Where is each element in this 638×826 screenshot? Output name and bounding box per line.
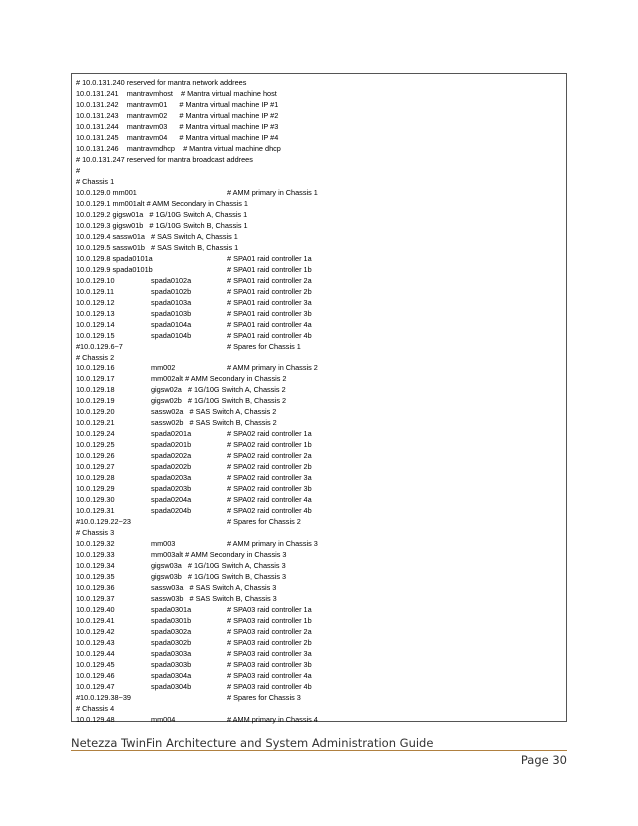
- listing-cell: 10.0.129.31: [76, 506, 115, 516]
- listing-cell: 10.0.129.44: [76, 648, 115, 658]
- listing-cell: # SPA02 raid controller 1a: [227, 429, 312, 439]
- listing-cell: 10.0.129.13: [76, 308, 115, 318]
- listing-cell: 10.0.129.9 spada0101b: [76, 264, 153, 274]
- listing-cell: 10.0.129.14: [76, 319, 115, 329]
- listing-cell: 10.0.129.34: [76, 561, 115, 571]
- listing-cell: spada0303b: [151, 659, 192, 669]
- listing-cell: 10.0.129.42: [76, 627, 115, 636]
- listing-cell: 10.0.129.45: [76, 659, 115, 669]
- listing-cell: # SPA01 raid controller 2b: [227, 286, 312, 296]
- listing-cell: spada0302a: [151, 627, 192, 636]
- listing-cell: 10.0.129.4 sassw01a # SAS Switch A, Chassis 1: [76, 231, 238, 241]
- listing-cell: # SPA03 raid controller 2b: [227, 637, 312, 647]
- listing-cell: 10.0.131.244 mantravm03 # Mantra virtual machine IP #3: [76, 121, 279, 131]
- listing-cell: spada0304a: [151, 670, 192, 680]
- listing-cell: # SPA01 raid controller 3a: [227, 297, 312, 307]
- listing-cell: 10.0.129.46: [76, 670, 115, 680]
- listing-cell: spada0303a: [151, 648, 192, 658]
- listing-cell: 10.0.129.37: [76, 594, 115, 604]
- listing-cell: 10.0.129.41: [76, 616, 115, 626]
- listing-cell: spada0202a: [151, 451, 192, 461]
- listing-cell: # Chassis 1: [76, 176, 115, 186]
- listing-cell: spada0304b: [151, 681, 192, 691]
- listing-cell: 10.0.129.18: [76, 385, 115, 395]
- listing-cell: # SPA03 raid controller 4b: [227, 681, 312, 691]
- listing-cell: 10.0.129.27: [76, 462, 115, 472]
- listing-cell: 10.0.129.20: [76, 407, 115, 417]
- listing-cell: # SPA02 raid controller 1b: [227, 440, 312, 450]
- listing-cell: spada0203b: [151, 484, 192, 494]
- listing-cell: # AMM primary in Chassis 1: [227, 187, 318, 197]
- listing-cell: spada0301a: [151, 605, 192, 615]
- listing-cell: 10.0.129.12: [76, 297, 115, 307]
- listing-cell: # SPA01 raid controller 4a: [227, 319, 312, 329]
- listing-cell: gigsw03b # 1G/10G Switch B, Chassis 3: [151, 572, 287, 582]
- listing-cell: # SPA02 raid controller 2b: [227, 462, 312, 472]
- footer-rule: [71, 750, 567, 751]
- listing-cell: spada0204a: [151, 495, 192, 505]
- listing-cell: 10.0.129.3 gigsw01b # 1G/10G Switch B, Chassis 1: [76, 220, 248, 230]
- listing-cell: # SPA02 raid controller 2a: [227, 451, 312, 461]
- listing-cell: #10.0.129.6~7: [76, 341, 123, 351]
- listing-cell: # SPA01 raid controller 2a: [227, 275, 312, 285]
- listing-cell: 10.0.129.8 spada0101a: [76, 253, 153, 263]
- listing-cell: 10.0.131.243 mantravm02 # Mantra virtual machine IP #2: [76, 110, 279, 120]
- listing-cell: # SPA01 raid controller 4b: [227, 330, 312, 340]
- listing-cell: 10.0.129.29: [76, 484, 115, 494]
- listing-cell: # SPA01 raid controller 1a: [227, 253, 312, 263]
- listing-cell: spada0104a: [151, 319, 192, 329]
- listing-cell: 10.0.129.24: [76, 429, 115, 439]
- listing-cell: spada0104b: [151, 330, 192, 340]
- listing-cell: spada0204b: [151, 506, 192, 516]
- listing-cell: #: [76, 165, 81, 175]
- listing-cell: 10.0.131.245 mantravm04 # Mantra virtual machine IP #4: [76, 132, 279, 142]
- listing-cell: # SPA02 raid controller 4b: [227, 506, 312, 516]
- listing-cell: 10.0.131.242 mantravm01 # Mantra virtual machine IP #1: [76, 99, 279, 109]
- listing-cell: 10.0.129.16: [76, 363, 115, 373]
- listing-cell: 10.0.129.2 gigsw01a # 1G/10G Switch A, Chassis 1: [76, 209, 248, 219]
- listing-cell: # Spares for Chassis 2: [227, 517, 301, 527]
- listing-cell: sassw02b # SAS Switch B, Chassis 2: [151, 418, 277, 428]
- listing-cell: # SPA02 raid controller 3a: [227, 473, 312, 483]
- listing-cell: # SPA03 raid controller 4a: [227, 670, 312, 680]
- listing-cell: # 10.0.131.247 reserved for mantra broadcast addrees: [76, 154, 253, 164]
- listing-cell: 10.0.129.35: [76, 572, 115, 582]
- listing-cell: # SPA03 raid controller 1b: [227, 616, 312, 626]
- listing-cell: # SPA02 raid controller 4a: [227, 495, 312, 505]
- listing-cell: 10.0.129.40: [76, 605, 115, 615]
- listing-cell: mm004: [151, 714, 176, 724]
- listing-cell: # Chassis 3: [76, 528, 115, 538]
- listing-cell: 10.0.129.32: [76, 539, 115, 549]
- listing-cell: 10.0.129.30: [76, 495, 115, 505]
- listing-cell: spada0301b: [151, 616, 192, 626]
- footer-page-number: Page 30: [520, 753, 567, 767]
- listing-cell: # Chassis 4: [76, 703, 115, 713]
- listing-cell: gigsw02b # 1G/10G Switch B, Chassis 2: [151, 396, 287, 406]
- listing-cell: sassw03a # SAS Switch A, Chassis 3: [151, 583, 277, 593]
- listing-cell: # SPA03 raid controller 1a: [227, 605, 312, 615]
- listing-cell: gigsw02a # 1G/10G Switch A, Chassis 2: [151, 385, 286, 395]
- listing-cell: # Spares for Chassis 1: [227, 341, 301, 351]
- listing-cell: # SPA03 raid controller 3a: [227, 648, 312, 658]
- listing-cell: 10.0.129.47: [76, 681, 115, 691]
- listing-cell: 10.0.129.19: [76, 396, 115, 406]
- listing-cell: sassw03b # SAS Switch B, Chassis 3: [151, 594, 277, 604]
- listing-cell: # SPA02 raid controller 3b: [227, 484, 312, 494]
- listing-cell: 10.0.129.36: [76, 583, 115, 593]
- listing-cell: 10.0.129.48: [76, 714, 115, 724]
- listing-cell: 10.0.129.15: [76, 330, 115, 340]
- footer-document-title: Netezza TwinFin Architecture and System Administration Guide: [71, 736, 434, 750]
- listing-cell: mm002: [151, 363, 176, 373]
- listing-cell: spada0202b: [151, 462, 192, 472]
- listing-cell: # SPA01 raid controller 3b: [227, 308, 312, 318]
- listing-cell: 10.0.129.43: [76, 637, 115, 647]
- listing-cell: spada0201b: [151, 440, 192, 450]
- listing-cell: 10.0.129.11: [76, 286, 115, 296]
- listing-cell: spada0302b: [151, 637, 192, 647]
- listing-cell: spada0203a: [151, 473, 192, 483]
- listing-cell: # 10.0.131.240 reserved for mantra network addrees: [76, 78, 247, 87]
- listing-cell: 10.0.129.28: [76, 473, 115, 483]
- listing-cell: 10.0.131.246 mantravmdhcp # Mantra virtual machine dhcp: [76, 143, 281, 153]
- listing-cell: spada0102b: [151, 286, 192, 296]
- listing-cell: # Spares for Chassis 3: [227, 692, 301, 702]
- listing-cell: 10.0.129.5 sassw01b # SAS Switch B, Chassis 1: [76, 242, 239, 252]
- listing-cell: 10.0.129.25: [76, 440, 115, 450]
- listing-cell: spada0103a: [151, 297, 192, 307]
- listing-cell: #10.0.129.38~39: [76, 692, 131, 702]
- listing-cell: 10.0.131.241 mantravmhost # Mantra virtual machine host: [76, 88, 277, 98]
- listing-cell: # SPA01 raid controller 1b: [227, 264, 312, 274]
- listing-cell: mm003: [151, 539, 176, 549]
- listing-cell: gigsw03a # 1G/10G Switch A, Chassis 3: [151, 561, 286, 571]
- listing-cell: 10.0.129.0 mm001: [76, 187, 137, 197]
- listing-cell: mm002alt # AMM Secondary in Chassis 2: [151, 374, 287, 384]
- hosts-file-listing: [71, 73, 567, 722]
- listing-cell: spada0103b: [151, 308, 192, 318]
- listing-cell: # AMM primary in Chassis 2: [227, 363, 318, 373]
- listing-cell: spada0102a: [151, 275, 192, 285]
- listing-cell: 10.0.129.33: [76, 550, 115, 560]
- listing-cell: mm003alt # AMM Secondary in Chassis 3: [151, 550, 287, 560]
- listing-cell: 10.0.129.21: [76, 418, 115, 428]
- listing-cell: # AMM primary in Chassis 3: [227, 539, 318, 549]
- listing-cell: # SPA03 raid controller 2a: [227, 627, 312, 636]
- listing-cell: 10.0.129.17: [76, 374, 115, 384]
- listing-cell: spada0201a: [151, 429, 192, 439]
- listing-cell: 10.0.129.10: [76, 275, 115, 285]
- listing-cell: 10.0.129.26: [76, 451, 115, 461]
- listing-cell: # SPA03 raid controller 3b: [227, 659, 312, 669]
- listing-cell: 10.0.129.1 mm001alt # AMM Secondary in Chassis 1: [76, 198, 248, 208]
- listing-cell: # AMM primary in Chassis 4: [227, 714, 318, 724]
- listing-cell: #10.0.129.22~23: [76, 517, 131, 527]
- listing-cell: sassw02a # SAS Switch A, Chassis 2: [151, 407, 277, 417]
- listing-cell: # Chassis 2: [76, 352, 115, 362]
